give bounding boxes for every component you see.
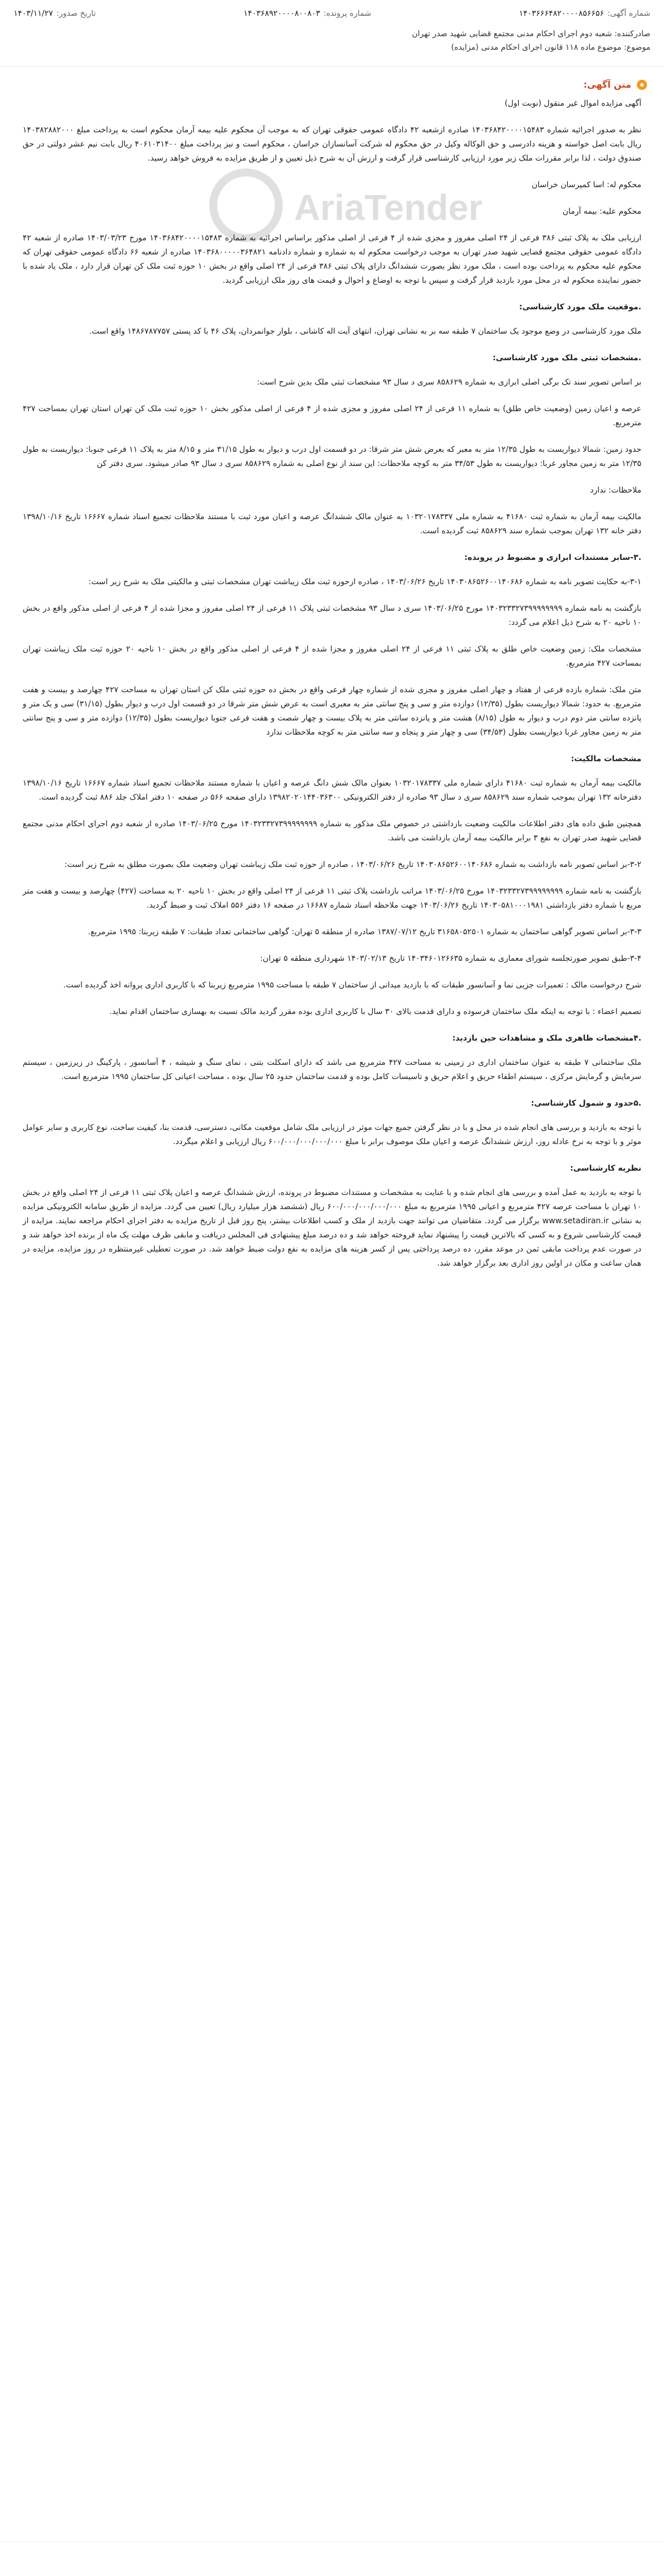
- section-heading: .مشخصات ثبتی ملک مورد کارشناسی:: [493, 353, 641, 363]
- tracking-number-value: ۱۴۰۳۶۸۹۲۰۰۰۰۸۰۰۸۰۳: [243, 9, 320, 18]
- issuer-label: صادرکننده:: [614, 29, 650, 38]
- paragraph: با توجه به بازدید و بررسی های انجام شده در محل و با در نظر گرفتن جمیع جهات موثر در ارزیابی ملک شامل موقعیت مکانی، دسترسی، قدمت بنا، کیفیت ساخت، نوع کاربری و سایر عوامل موثر و با توجه به نرخ عادله روز، ارزش ششدانگ عرصه و اعیان ملک موصوف برابر با مبلغ ۶۰۰/۰۰۰/۰۰۰/۰۰۰/۰۰۰ ریال ارزیابی و اعلام میگردد.: [23, 1123, 641, 1146]
- ad-header: [0, 0, 664, 67]
- ad-number: [519, 9, 650, 18]
- ad-text-heading: [17, 79, 647, 90]
- paragraph: مالکیت بیمه آرمان به شماره ثبت ۴۱۶۸۰ به شماره ملی ۱۰۳۲۰۱۷۸۳۳۷ به عنوان مالک ششدانگ عرصه و اعیان مورد ثبت با مستند ملاحظات تجمیع اسناد شماره ۱۶۶۶۷ تاریخ ۱۳۹۸/۱۰/۱۶ دفتر خانه ۱۳۲ تهران بموجب شماره سند ۸۵۸۶۲۹ ثبت گردیده است.: [23, 512, 641, 536]
- paragraph: عرصه و اعیان زمین (وضعیت خاص طلق) به شماره ۱۱ فرعی از ۲۴ اصلی مفروز و مجزی شده از ۴ فرعی از اصلی مذکور بخش ۱۰ حوزه ثبت ملک کن تهران استان تهران بمساحت ۴۲۷ مترمربع.: [23, 404, 641, 428]
- issuer-value: شعبه دوم اجرای احکام مدنی مجتمع قضایی شهید صدر تهران: [412, 29, 612, 38]
- paragraph: ۳-۴-طبق تصویر صورتجلسه شورای معماری به شماره ۱۴۰۳۴۶۰۱۲۶۶۳۵ تاریخ ۱۴۰۳/۰۲/۱۳ شهرداری منطقه ۵ تهران:: [260, 954, 641, 963]
- issue-date-value: ۱۴۰۳/۱۱/۲۷: [14, 9, 53, 18]
- section-heading: مشخصات مالکیت:: [571, 754, 641, 763]
- paragraph: آگهی مزایده اموال غیر منقول (نوبت اول): [505, 99, 641, 108]
- ad-text-title: متن آگهی:: [583, 79, 631, 90]
- ad-number-value: ۱۴۰۳۶۶۶۴۸۲۰۰۰۰۸۵۶۶۵۶: [519, 9, 604, 18]
- page-footer: [0, 2542, 664, 2576]
- subject-label: موضوع:: [624, 43, 650, 52]
- paragraph: همچنین طبق داده های دفتر اطلاعات مالکیت وضعیت بازداشتی در خصوص ملک مذکور به شماره ۱۴۰۳۲۳۳۲۷۳۹۹۹۹۹۹۹۹ مورخ ۱۴۰۳/۰۶/۲۵ صادره از شعبه دوم اجرای احکام مدنی مجتمع قضایی شهید صدر تهران به نفع ۳ برابر مالکیت بیمه آرمان بازداشت می باشد.: [23, 819, 641, 843]
- section-heading: .موقعیت ملک مورد کارشناسی:: [519, 303, 641, 312]
- paragraph: متن ملک: شماره بازده فرعی از هفتاد و چهار اصلی مفروز و مجزی شده از شماره چهار فرعی واقع در بخش ده حوزه ثبتی ملک کن استان تهران به مساحت ۴۲۷ چهارصد و بیست و هفت مترمربع. به حدود: شمالا دیواریست بطول (۱۲/۳۵) دوازده متر و سی و پنج سانتی متر به معبری است به عرض شش متر شرقا در دو قسمت اول درب و دیوار بطول (۳۱/۱۵) سی و یک متر و پانزده سانتی متر دوم درب و دیوار به طول (۸/۱۵) هشت متر و پانزده سانتی متر به پلاک بیست و چهار شصت و هفت فرعی جنوبا دیواریست بطول (۱۲/۳۵) دوازده متر و سی و پنج سانتی متر به زمین مجاور غربا دیواریست بطول (۳۴/۵۳) سی و چهار متر و پنجاه و سه سانتی متر به کوچه ملاحظات ندارد: [23, 685, 641, 737]
- paragraph: محکوم علیه: بیمه آرمان: [562, 207, 641, 216]
- section-heading: نظریه کارشناسی:: [570, 1164, 641, 1173]
- bullet-icon: [637, 80, 647, 90]
- section-heading: .۵حدود و شمول کارشناسی:: [531, 1099, 641, 1108]
- meta-row: [14, 0, 650, 27]
- issue-date-label: تاریخ صدور:: [56, 9, 96, 18]
- paragraph: حدود زمین: شمالا دیواریست به طول ۱۲/۳۵ متر به معبر که بعرض شش متر شرقا: در دو قسمت اول درب و دیوار به طول ۳۱/۱۵ متر و ۸/۱۵ متر به پلاک ۱۱ فرعی جنوبا: دیواریست به طول ۱۲/۳۵ متر به زمین مجاور غربا: دیواریست به طول ۳۴/۵۳ متر به کوچه ملاحظات: این سند از نوع اصلی به شماره ۸۵۸۶۲۹ سری د سال ۹۳ صادر میشود. سری دفتر کن: [23, 445, 642, 468]
- paragraph: ملک ساختمانی ۷ طبقه به عنوان ساختمان اداری در زمینی به مساحت ۴۲۷ مترمربع می باشد که دارای اسکلت بتنی ، نمای سنگ و شیشه ، ۴ آسانسور ، پارکینگ در زیرزمین ، سیستم سرمایش و گرمایش مرکزی ، سیستم اطفاء حریق و اعلام حریق و تاسیسات کامل بوده و قدمت ساختمان حدود ۲۵ سال بوده ، مساحت اعیانی کل ساختمان ۱۹۹۵ مترمربع است.: [23, 1058, 641, 1081]
- issuer-row: [14, 27, 650, 41]
- paragraph: مالکیت بیمه آرمان به شماره ثبت ۴۱۶۸۰ دارای شماره ملی ۱۰۳۲۰۱۷۸۳۳۷ بعنوان مالک شش دانگ عرصه و اعیان با شماره مستند ملاحظات تجمیع اسناد شماره ۱۶۶۶۷ تاریخ ۱۳۹۸/۱۰/۱۶ دفترخانه ۱۳۲ تهران بموجب شماره سند ۸۵۸۶۲۹ سری د سال ۹۳ صادره از دفتر الکترونیکی ۱۳۹۸۲۰۲۰۱۴۴۰۳۶۳۰۰ دارای صفحه ۵۶۶ در صفحه ۱۰ دفتر املاک جلد ۸۸۶ ثبت گردیده است.: [23, 779, 641, 802]
- paragraph: ملک مورد کارشناسی در وضع موجود یک ساختمان ۷ طبقه سه بر به نشانی تهران، انتهای آیت اله کاشانی ، بلوار جوانمردان، پلاک ۴۶ با کد پستی ۱۴۸۶۷۸۷۷۵۷ واقع است.: [89, 327, 641, 336]
- tracking-number: [244, 9, 372, 18]
- paragraph: نظر به صدور اجرائیه شماره ۱۴۰۳۶۸۴۲۰۰۰۰۱۵۴۸۳ صادره ازشعبه ۴۲ دادگاه عمومی حقوقی تهران که به موجب آن محکوم علیه بیمه آرمان محکوم است به پرداخت مبلغ ۱۴۰۳۸۲۸۸۲۰۰۰ ریال بابت اصل خواسته و هزینه دادرسی و حق الوکاله وکیل در حق محکوم له شرکت آسانسازان خراسان ، محکوم است و نیز پرداخت مبلغ ۴۰۶۱۰۳۱۴۰۰ ریال بابت نیم عشر دولتی در حق صندوق دولت ، لذا برابر مقررات ملک زیر مورد ارزیابی کارشناسی قرار گرفت و ارزش آن به شرح ذیل تعیین و از طریق مزایده به فروش خواهد رسید.: [23, 126, 642, 163]
- ad-number-label: شماره آگهی:: [607, 9, 650, 18]
- subject-row: [14, 41, 650, 54]
- paragraph: محکوم له: اسا کمپرسان خراسان: [532, 180, 641, 189]
- paragraph: بازگشت به نامه شماره ۱۴۰۳۲۳۳۲۷۳۹۹۹۹۹۹۹۹ مورخ ۱۴۰۳/۰۶/۲۵ مراتب بازداشت پلاک ثبتی ۱۱ فرعی از ۲۴ اصلی واقع در بخش ۱۰ ناحیه ۲۰ به مساحت (۴۲۷) چهارصد و بیست و هفت متر مربع با شماره دفتر بازداشتی ۱۴۰۳۰۵۸۱۰۰۰۱۹۸۱ تاریخ ۱۴۰۳/۰۶/۲۶ جهت ملاحظه اسناد شماره ۱۶۶۸۷ در صفحه ۱۶ دفتر ۵۵۶ املاک ثبت و ضبط گردید.: [23, 887, 642, 910]
- paragraph: با توجه به بازدید به عمل آمده و بررسی های انجام شده و با عنایت به مشخصات و مستندات مضبوط در پرونده، ارزش ششدانگ عرصه و اعیان پلاک ثبتی ۱۱ فرعی از ۲۴ اصلی واقع در بخش ۱۰ تهران با مساحت عرصه ۴۲۷ مترمربع و اعیانی ۱۹۹۵ مترمربع به مبلغ ۶۰۰/۰۰۰/۰۰۰/۰۰۰/۰۰۰ ریال (ششصد هزار میلیارد ریال) تعیین می گردد. مزایده از طریق سامانه الکترونیکی مزایده به نشانی www.setadiran.ir برگزار می گردد. متقاضیان می توانند جهت بازدید از ملک و کسب اطلاعات بیشتر، پنج روز قبل از تاریخ مزایده به دفتر اجرای احکام مراجعه نمایند. مزایده از قیمت کارشناسی شروع و به کسی که بالاترین قیمت را پیشنهاد نماید فروخته خواهد شد و ده درصد مبلغ پیشنهادی فی المجلس دریافت و مابقی ظرف مهلت یک ماه از برنده اخذ خواهد شد و در صورت عدم پرداخت مابقی ثمن در موعد مقرر، ده درصد پرداختی پس از کسر هزینه های مزایده به نفع دولت ضبط خواهد شد. در صورت تعطیلی غیرمنتظره در روز مزایده، مزایده در همان ساعت و مکان در اولین روز اداری بعد برگزار خواهد شد.: [23, 1188, 641, 1268]
- tracking-number-label: شماره پرونده:: [324, 9, 372, 18]
- section-heading: .۴مشخصات ظاهری ملک و مشاهدات حین بازدید:: [452, 1034, 641, 1043]
- paragraph: شرح درخواست مالک : تعمیرات جزیی نما و آسانسور طبقات که با بازدید میدانی از ساختمان ۷ طبقه با مساحت ۱۹۹۵ مترمربع زیربنا که با کاربری اداری پروانه اخذ گردیده است.: [63, 981, 641, 990]
- ad-body: [0, 97, 664, 1271]
- paragraph: بر اساس تصویر سند تک برگی اصلی ابرازی به شماره ۸۵۸۶۲۹ سری د سال ۹۳ مشخصات ثبتی ملک بدین شرح است:: [257, 378, 641, 387]
- section-heading: .۳-سابر مستندات ابرازی و مضبوط در پرونده:: [464, 553, 641, 562]
- paragraph: مشخصات ملک: زمین وضعیت خاص طلق به پلاک ثبتی ۱۱ فرعی از ۲۴ اصلی مفروز و مجزا شده از ۴ فرعی از اصلی مذکور واقع در بخش ۱۰ ناحیه ۲۰ حوزه ثبت ملک زیباشت تهران بمساحت ۴۲۷ مترمربع.: [23, 645, 641, 668]
- paragraph: ۳-۳-بر اساس تصویر گواهی ساختمان به شماره ۳۱۶۵۸۰۵۲۵۰۱ تاریخ ۱۳۸۷/۰۷/۱۲ صادره از منطقه ۵ تهران: گواهی ساختمانی تعداد طبقات: ۷ طبقه زیربنا: ۱۹۹۵ مترمربع.: [88, 927, 641, 937]
- paragraph: ۳-۲-بر اساس تصویر نامه بازداشت به شماره ۱۴۰۳۰۸۶۵۲۶۰۰۱۴۰۶۸۶ تاریخ ۱۴۰۳/۰۶/۲۶ ، صادره از حوزه ثبت ملک زیباشت تهران وضعیت ملک بصورت مطلق به شرح زیر است:: [64, 860, 641, 869]
- paragraph: تصمیم اعضاء : با توجه به اینکه ملک ساختمان فرسوده و دارای قدمت بالای ۳۰ سال با کاربری اداری بوده مقرر گردید مالک نسبت به بهسازی ساختمان اقدام نماید.: [109, 1007, 641, 1016]
- paragraph: ارزیابی ملک به پلاک ثبتی ۳۸۶ فرعی از ۲۴ اصلی مفروز و مجزی شده از ۴ فرعی از اصلی مذکور براساس اجرائیه به شماره ۱۴۰۳۶۸۴۲۰۰۰۰۱۵۴۸۳ مورخ ۱۴۰۳/۰۳/۲۳ صادره از شعبه ۴۲ دادگاه عمومی حقوقی مجتمع قضایی شهید صدر تهران به موجب درخواست محکوم له به شماره و شماره دادنامه ۱۴۰۳۶۸۰۰۰۰۰۳۶۴۸۲۱ صادره از شعبه ۶۶ دادگاه عمومی حقوقی تهران که محکوم علیه محکوم به پرداخت بوده است ، ملک مورد نظر بصورت ششدانگ دارای پلاک ثبتی ۳۸۶ فرعی از ۲۴ اصلی واقع در بخش ۱۰ حوزه ثبت ملک کن تهران قرار دارد ، ملک یاد شده با حضور نماینده محکوم له در محل مورد بازدید قرار گرفت و سپس با توجه به اوضاع و احوال و قیمت های روز ملک ارزیابی گردید.: [23, 234, 642, 285]
- paragraph: ملاحظات: ندارد: [590, 486, 641, 495]
- paragraph: ۳-۱-به حکایت تصویر نامه به شماره ۱۴۰۳۰۸۶۵۲۶۰۰۱۴۰۶۸۶ تاریخ ۱۴۰۳/۰۶/۲۶ ، صادره ازحوزه ثبت ملک زیباشت تهران مشخصات ثبتی و مالکیتی ملک به شرح زیر است:: [88, 577, 641, 586]
- issue-date: [14, 9, 96, 18]
- watermark-text: AriaTender: [294, 187, 483, 228]
- paragraph: بازگشت به نامه شماره ۱۴۰۳۲۳۳۲۷۳۹۹۹۹۹۹۹۹ مورخ ۱۴۰۳/۰۶/۲۵ سری د سال ۹۳ مشخصات ثبتی پلاک ۱۱ فرعی از ۲۴ اصلی مفروز و مجزا شده از ۴ فرعی از اصلی مذکور واقع در بخش ۱۰ ناحیه ۲۰ به شرح ذیل اعلام می گردد:: [23, 604, 641, 627]
- subject-value: موضوع ماده ۱۱۸ قانون اجرای احکام مدنی (مزایده): [451, 43, 622, 52]
